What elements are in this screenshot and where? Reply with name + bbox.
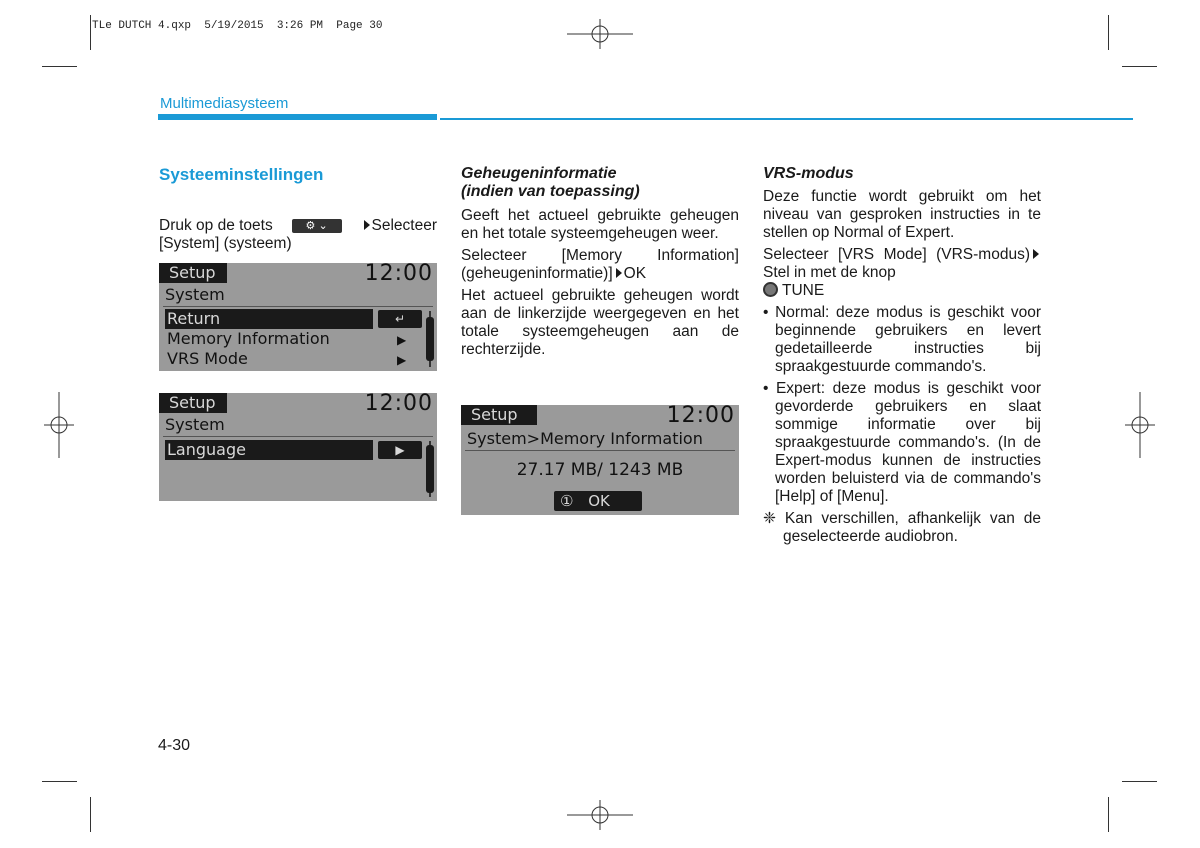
menu-item-return[interactable]: Return [165,309,373,329]
setup-key-icon: ⚙ ⌄ [292,219,342,233]
chevron-right-icon: ▶ [378,441,422,459]
paragraph: Het actueel gebruikte geheugen wordt aan de linkerzijde weergegeven en het totale systeemgeheugen aan de rechterzijde. [461,287,739,358]
screen-title: System [165,415,225,434]
crop-mark [1108,797,1109,832]
tune-knob-icon [763,282,778,297]
screen-divider [163,306,433,307]
screen-memory-information [461,405,739,515]
screen-clock: 12:00 [666,405,735,428]
screen-system-menu [159,263,437,371]
paragraph: Deze functie wordt gebruikt om het niveau van gesproken instructies in te stellen op Normal of Expert. [763,188,1041,241]
screen-title: System [165,285,225,304]
intro-text: Druk op de toets [159,217,273,234]
crop-mark [1122,781,1157,782]
menu-item-memory-information[interactable]: Memory Information [167,329,330,348]
screen-title: System>Memory Information [467,429,703,448]
crop-mark [1122,66,1157,67]
bullet-expert: • Expert: deze modus is geschikt voor gevorderde gebruikers en slaat sommige informatie over bij spraakgestuurde commando's. (In de Expert-modus kunnen de instructies worden beluisterd via de commando's [Help] of [Menu]. [763,380,1041,505]
heading-systeeminstellingen: Systeeminstellingen [159,165,324,184]
heading-geheugeninformatie [461,165,640,201]
arrow-right-icon [364,220,370,230]
tune-label: TUNE [782,282,825,299]
footnote: ❈ Kan verschillen, afhankelijk van de geselecteerde audiobron. [763,510,1041,545]
screen-clock: 12:00 [364,393,433,416]
ok-button[interactable] [554,491,642,511]
screen-setup-label: Setup [461,405,537,425]
registration-mark-icon [1125,392,1155,458]
screen-divider [163,436,433,437]
crop-mark [42,66,77,67]
ok-label: OK [588,492,610,510]
return-arrow-icon: ↵ [378,310,422,328]
ok-number-icon: ① [560,492,574,510]
col3-body [763,188,1041,550]
paragraph-ok: OK [623,265,647,282]
bullet-normal: • Normal: deze modus is geschikt voor beginnende gebruikers en levert gedetailleerde instructies bij spraakgestuurde commando's. [763,304,1041,375]
menu-item-language[interactable]: Language [165,440,373,460]
memory-value: 27.17 MB/ 1243 MB [516,460,684,480]
section-title: Multimediasysteem [160,95,289,112]
header-rule [158,114,437,120]
heading-line-2: (indien van toepassing) [461,183,640,200]
arrow-right-icon [1033,249,1039,259]
crop-mark [90,15,91,50]
screen-system-language [159,393,437,501]
page-number: 4-30 [158,737,191,754]
chevron-right-icon: ▶ [397,353,407,367]
paragraph: Geeft het actueel gebruikte geheugen en het totale systeemgeheugen weer. [461,207,739,242]
menu-item-vrs-mode[interactable]: VRS Mode [167,349,248,368]
screen-clock: 12:00 [364,263,433,286]
registration-mark-icon [44,392,74,458]
col2-body [461,207,739,363]
heading-vrs-modus: VRS-modus [763,165,854,182]
screen-divider [465,450,735,451]
intro-select: Selecteer [371,217,437,234]
registration-mark-icon [567,800,633,830]
paragraph-text: Stel in met de knop [763,264,896,281]
paragraph [763,246,1041,300]
arrow-right-icon [616,268,622,278]
crop-mark [42,781,77,782]
intro-system: [System] (systeem) [159,235,292,252]
crop-mark [90,797,91,832]
scrollbar[interactable] [426,445,434,493]
screen-setup-label: Setup [159,393,227,413]
paragraph [461,247,739,283]
printer-slug: TLe DUTCH 4.qxp 5/19/2015 3:26 PM Page 30 [92,20,383,32]
paragraph-text: Selecteer [Memory Information] (geheugeninformatie)] [461,247,739,282]
chevron-right-icon: ▶ [397,333,407,347]
crop-mark [1108,15,1109,50]
registration-mark-icon [567,19,633,49]
heading-line-1: Geheugeninformatie [461,165,617,182]
paragraph-text: Selecteer [VRS Mode] (VRS-modus) [763,246,1030,263]
header-rule [440,118,1133,120]
scrollbar[interactable] [426,317,434,361]
screen-setup-label: Setup [159,263,227,283]
col1-intro [159,217,437,253]
